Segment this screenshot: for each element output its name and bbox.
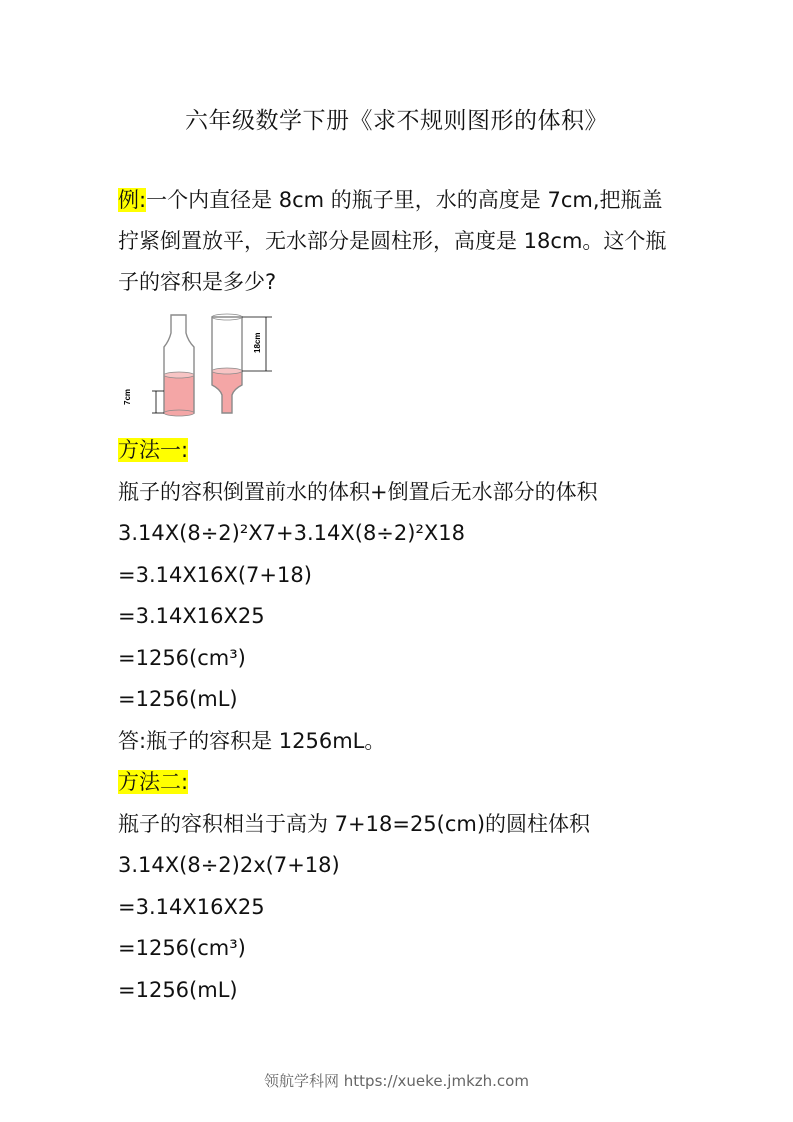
example-label: 例: — [118, 188, 147, 212]
method1-answer: 答:瓶子的容积是 1256mL。 — [118, 729, 386, 753]
bottle-figure — [116, 313, 276, 418]
method2-line: 瓶子的容积相当于高为 7+18=25(cm)的圆柱体积 — [118, 812, 591, 836]
method2-heading: 方法二: — [118, 770, 189, 794]
method1-line: =1256(cm³) — [118, 646, 246, 670]
label-18cm: 18cm — [253, 332, 262, 353]
label-7cm: 7cm — [123, 388, 132, 405]
upright-bottle — [164, 315, 194, 416]
method1-line: 瓶子的容积倒置前水的体积+倒置后无水部分的体积 — [118, 480, 598, 504]
method1-line: =1256(mL) — [118, 687, 238, 711]
example-text: 一个内直径是 8cm 的瓶子里，水的高度是 7cm,把瓶盖拧紧倒置放平，无水部分是圆柱形，高度是 18cm。这个瓶子的容积是多少? — [118, 188, 667, 294]
inverted-bottle — [212, 314, 242, 413]
method2-line: =3.14X16X25 — [118, 895, 265, 919]
method1-line: =3.14X16X(7+18) — [118, 563, 312, 587]
method2-line: =1256(mL) — [118, 978, 238, 1002]
page-title: 六年级数学下册《求不规则图形的体积》 — [185, 108, 608, 134]
water-fill-upright — [164, 375, 194, 413]
method1-line: =3.14X16X25 — [118, 604, 265, 628]
footer-watermark: 领航学科网 https://xueke.jmkzh.com — [264, 1072, 529, 1090]
method2-line: 3.14X(8÷2)2x(7+18) — [118, 853, 340, 877]
method1-heading: 方法一: — [118, 438, 189, 462]
example-problem — [118, 180, 680, 303]
method2-line: =1256(cm³) — [118, 936, 246, 960]
method1-line: 3.14X(8÷2)²X7+3.14X(8÷2)²X18 — [118, 521, 465, 545]
